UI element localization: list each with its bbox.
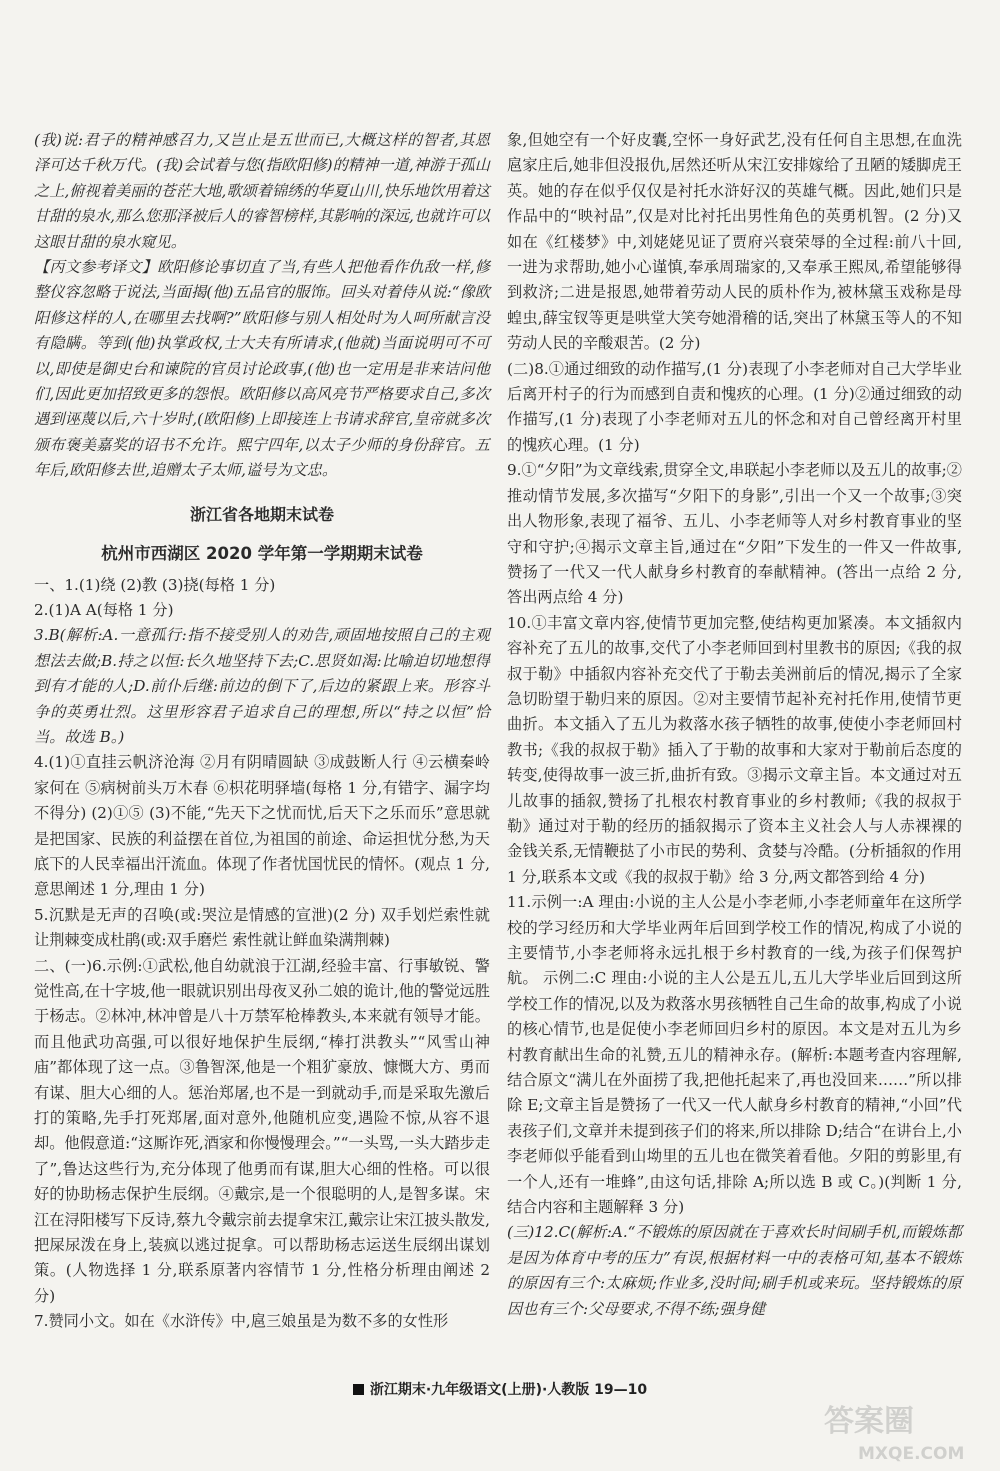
answer-q11: 11.示例一:A 理由:小说的主人公是小李老师,小李老师童年在这所学校的学习经历和大学毕业两年后回到学校工作的情况,构成了小说的主要情节,小李老师将永远扎根于乡村教育的一线,为孩子们保驾护航。 示例二:C 理由:小说的主人公是五儿,五儿大学毕业后回到这所学校工作的情况,以及为救落水男孩牺牲自己生命的故事,构成了小说的核心情节,也是促使小李老师回归乡村的原因。本文是对五儿为乡村教育献出生命的礼赞,五儿的精神永存。(解析:本题考查内容理解,结合原文“满儿在外面捞了我,把他托起来了,再也没回来……”所以排除 E;文章主旨是赞扬了一代又一代人献身乡村教育的精神,“小回”代表孩子们,文章并未提到孩子们的将来,所以排除 D;结合“在讲台上,小李老师似乎能看到山坳里的五儿也在微笑着看他。夕阳的剪影里,有一个人,还有一堆蜂”,由这句话,排除 A;所以选 B 或 C。)(判断 1 分,结合内容和主题解释 3 分) — [507, 893, 962, 1217]
answer-q3: 3.B(解析:A.一意孤行:指不接受别人的劝告,顽固地按照自己的主观想法去做;B.持之以恒:长久地坚持下去;C.思贤如渴:比喻迫切地想得到有才能的人;D.前仆后继:前边的倒下了,后边的紧跟上来。形容斗争的英勇壮烈。这里形容君子追求自己的理想,所以“持之以恒”恰当。故选 B。) — [34, 626, 490, 746]
answer-q10: 10.①丰富文章内容,使情节更加完整,使结构更加紧凑。本文插叙内容补充了五儿的故事,交代了小李老师回到村里教书的原因;《我的叔叔于勒》中插叙内容补充交代了于勒去美洲前后的情况,揭示了全家急切盼望于勒归来的原因。②对主要情节起补充衬托作用,使情节更曲折。本文插入了五儿为救落水孩子牺牲的故事,使使小李老师回村教书;《我的叔叔于勒》插入了于勒的故事和大家对于勒前后态度的转变,使得故事一波三折,曲折有致。③揭示文章主旨。本文通过对五儿故事的插叙,赞扬了扎根农村教育事业的乡村教师;《我的叔叔于勒》通过对于勒的经历的插叙揭示了资本主义社会人与人赤裸裸的金钱关系,无情鞭挞了小市民的势利、贪婪与冷酷。(分析插叙的作用 1 分,联系本文或《我的叔叔于勒》给 3 分,两文都答到给 4 分) — [507, 613, 962, 886]
right-paragraph-1: 象,但她空有一个好皮囊,空怀一身好武艺,没有任何自主思想,在血洗扈家庄后,她非但没报仇,居然还听从宋江安排嫁给了丑陋的矮脚虎王英。她的存在似乎仅仅是衬托水浒好汉的英雄气概。因此,她们只是作品中的“映衬品”,仅是对比衬托出男性角色的英勇机智。(2 分)又如在《红楼梦》中,刘姥姥见证了贾府兴衰荣辱的全过程:前八十回,一进为求帮助,她小心谨慎,奉承周瑞家的,又奉承王熙凤,希望能够得到救济;二进是报恩,她带着劳动人民的质朴作为,被林黛玉戏称是母蝗虫,薛宝钗等更是哄堂大笑夸她滑稽的话,突出了林黛玉等人的不知劳动人民的辛酸艰苦。(2 分) — [507, 131, 962, 353]
left-paragraph-2: 【丙文参考译文】欧阳修论事切直了当,有些人把他看作仇敌一样,修整仪容忽略于说法,当面揭(他)五品官的服饰。回头对着侍从说:“像欧阳修这样的人,在哪里去找啊?”欧阳修与别人相处时为人呵所献言没有隐瞒。等到(他)执掌政权,士大夫有所请求,(他就)当面说明可不可以,即使是御史台和谏院的官员讨论政事,(他)也一定用是非来诘问他们,因此更加招致更多的怨恨。欧阳修以高风亮节严格要求自己,多次遇到诬蔑以后,六十岁时,(欧阳修)上即接连上书请求辞官,皇帝就多次颁布褒美嘉奖的诏书不允许。熙宁四年,以太子少师的身份辞官。五年后,欧阳修去世,追赠太子太师,谥号为文忠。 — [34, 258, 490, 480]
left-column — [34, 128, 490, 1335]
answer-q1: 一、1.(1)绕 (2)教 (3)挠(每格 1 分) — [34, 575, 276, 594]
exam-title: 杭州市西湖区 2020 学年第一学期期末试卷 — [101, 544, 423, 564]
answer-q4: 4.(1)①直挂云帆济沧海 ②月有阴晴圆缺 ③成鼓断人行 ④云横秦岭家何在 ⑤病树前头万木春 ⑥枳花明驿墙(每格 1 分,有错字、漏字均不得分) (2)①⑤ (3)不能,“先天下之忧而忧,后天下之乐而乐”意思就是把国家、民族的利益摆在首位,为祖国的前途、命运担忧分愁,为天底下的人民幸福出汗流血。体现了作者忧国忧民的情怀。(观点 1 分,意思阐述 1 分,理由 1 分) — [34, 753, 490, 899]
right-column — [507, 128, 962, 1322]
answer-q2: 2.(1)A A(每格 1 分) — [34, 600, 174, 619]
watermark-line2: MXQE.COM — [858, 1444, 965, 1464]
answer-q7: 7.赞同小文。如在《水浒传》中,扈三娘虽是为数不多的女性形 — [34, 1312, 449, 1331]
left-paragraph-1: (我)说:君子的精神感召力,又岂止是五世而已,大概这样的智者,其恩泽可达千秋万代。(我)会试着与您(指欧阳修)的精神一道,神游于孤山之上,俯视着美丽的苍茫大地,歌颂着锦绣的华夏山川,快乐地饮用着这甘甜的泉水,那么您那泽被后人的睿智榜样,其影响的深远,也就许可以这眼甘甜的泉水窥见。 — [34, 131, 490, 251]
footer-square-icon — [353, 1384, 364, 1395]
watermark-logo — [818, 1395, 988, 1467]
section-title: 浙江省各地期末试卷 — [189, 504, 334, 524]
answer-q12: (三)12.C(解析:A.“不锻炼的原因就在于喜欢长时间刷手机,而锻炼都是因为体育中考的压力”有误,根据材料一中的表格可知,基本不锻炼的原因有三个:太麻烦;作业多,没时间;刷手机或来玩。坚持锻炼的原因也有三个:父母要求,不得不练;强身健 — [507, 1223, 962, 1318]
answer-q8: (二)8.①通过细致的动作描写,(1 分)表现了小李老师对自己大学毕业后离开村子的行为而感到自责和愧疚的心理。(1 分)②通过细致的动作描写,(1 分)表现了小李老师对五儿的怀念和对自己曾经离开村里的愧疚心理。(1 分) — [507, 359, 962, 454]
watermark-line1: 答案圈 — [824, 1404, 914, 1439]
answer-q6: 二、(一)6.示例:①武松,他自幼就浪于江湖,经验丰富、行事敏锐、警觉性高,在十字坡,他一眼就识别出母夜叉孙二娘的诡计,他的警觉远胜于杨志。②林冲,林冲曾是八十万禁军枪棒教头,本来就有领导才能。而且他武功高强,可以很好地保护生辰纲,“棒打洪教头”“风雪山神庙”都体现了这一点。③鲁智深,他是一个粗犷豪放、慷慨大方、勇而有谋、胆大心细的人。惩治郑屠,也不是一到就动手,而是采取先激后打的策略,先手打死郑屠,面对意外,他随机应变,遇险不惊,从容不退却。他假意道:“这厮诈死,酒家和你慢慢理会。”“一头骂,一头大踏步走了”,鲁达这些行为,充分体现了他勇而有谋,胆大心细的性格。可以很好的协助杨志保护生辰纲。④戴宗,是一个很聪明的人,是智多谋。宋江在浔阳楼写下反诗,蔡九令戴宗前去提拿宋江,戴宗让宋江披头散发,把屎尿泼在身上,装疯以逃过捉拿。可以帮助杨志运送生辰纲出谋划策。(人物选择 1 分,联系原著内容情节 1 分,性格分析理由阐述 2 分) — [34, 956, 490, 1305]
answer-q5: 5.沉默是无声的召唤(或:哭泣是情感的宣泄)(2 分) 双手划烂索性就让荆棘变成杜鹃(或:双手磨烂 索性就让鲜血染满荆棘) — [34, 905, 490, 950]
footer-text: 浙江期末·九年级语文(上册)·人教版 19—10 — [369, 1382, 648, 1398]
answer-q9: 9.①“夕阳”为文章线索,贯穿全文,串联起小李老师以及五儿的故事;②推动情节发展,多次描写“夕阳下的身影”,引出一个又一个故事;③突出人物形象,表现了福爷、五儿、小李老师等人对乡村教育事业的坚守和守护;④揭示文章主旨,通过在“夕阳”下发生的一件又一件故事,赞扬了一代又一代人献身乡村教育的奉献精神。(答出一点给 2 分,答出两点给 4 分) — [507, 461, 962, 607]
